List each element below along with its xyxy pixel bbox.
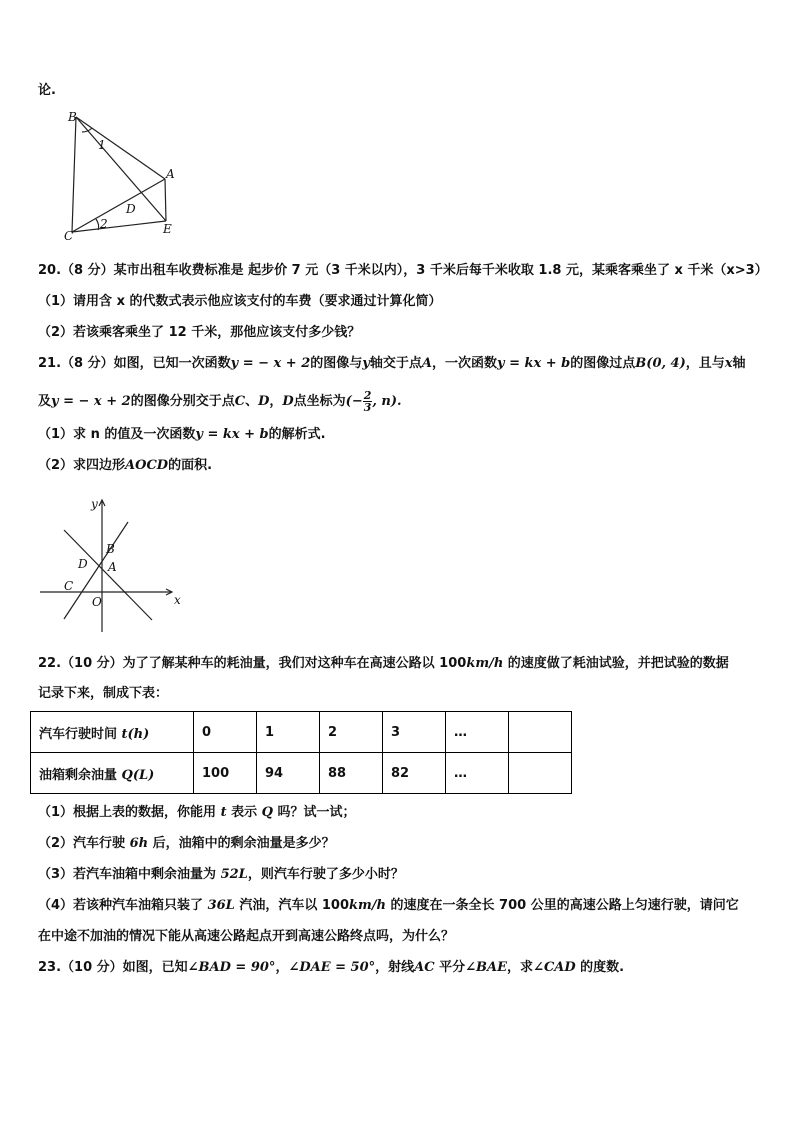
- fig2-label-y: y: [91, 497, 98, 511]
- q23-head: 23.（10 分）如图，已知∠BAD = 90°，∠DAE = 50°，射线AC 平分∠BAE，求∠CAD 的度数.: [38, 960, 625, 975]
- q21-head: 21.（8 分）如图，已知一次函数y = − x + 2的图像与y轴交于点A，一次函数y = kx + b的图像过点B(0, 4)，且与x轴: [38, 356, 746, 371]
- fig1-label-a: A: [166, 167, 175, 181]
- q20-part1: （1）请用含 x 的代数式表示他应该支付的车费（要求通过计算化简）: [38, 294, 442, 309]
- continued-text: 论.: [38, 83, 56, 98]
- fraction-two-thirds: $\frac{2}{3}$: [363, 389, 372, 414]
- table-cell: 1: [257, 712, 320, 753]
- table-cell: [509, 712, 572, 753]
- q22-head: 22.（10 分）为了了解某种车的耗油量，我们对这种车在高速公路以 100km/h 的速度做了耗油试验，并把试验的数据: [38, 656, 729, 671]
- table-cell: …: [446, 753, 509, 794]
- fig2-label-o: O: [92, 595, 102, 609]
- table-row: [31, 712, 572, 753]
- fig2-label-a: A: [108, 560, 117, 574]
- table-cell: [509, 753, 572, 794]
- func-y-kx-plus-b: y = kx + b: [496, 356, 571, 371]
- table-cell: 94: [257, 753, 320, 794]
- q22-part1: （1）根据上表的数据，你能用 t 表示 Q 吗？试一试；: [38, 805, 356, 820]
- q21-part1: （1）求 n 的值及一次函数y = kx + b的解析式.: [38, 427, 326, 442]
- fig1-label-d: D: [126, 202, 136, 216]
- q22-part4-line2: 在中途不加油的情况下能从高速公路起点开到高速公路终点吗，为什么？: [38, 929, 455, 944]
- func-y-neg-x-plus-2: y = − x + 2: [230, 356, 311, 371]
- table-cell: 3: [383, 712, 446, 753]
- table-row: [31, 753, 572, 794]
- table-cell: 0: [194, 712, 257, 753]
- table-header-fuel: 油箱剩余油量 Q(L): [31, 753, 194, 794]
- table-cell: 82: [383, 753, 446, 794]
- fig2-label-b: B: [106, 542, 115, 556]
- table-cell: 2: [320, 712, 383, 753]
- q20-part2: （2）若该乘客乘坐了 12 千米，那他应该支付多少钱？: [38, 325, 361, 340]
- q21-line2: 及y = − x + 2的图像分别交于点C、D，D点坐标为(− $\frac{2}{3}$ , n).: [38, 389, 402, 414]
- q22-part4: （4）若该种汽车油箱只装了 36L 汽油，汽车以 100km/h 的速度在一条全长 700 公里的高速公路上匀速行驶，请问它: [38, 898, 739, 913]
- fig1-label-2: 2: [100, 217, 108, 231]
- fig2-label-x: x: [174, 593, 181, 607]
- fuel-table: [30, 711, 572, 794]
- fig1-label-e: E: [163, 222, 172, 236]
- q22-line2: 记录下来，制成下表：: [38, 686, 169, 701]
- table-cell: 88: [320, 753, 383, 794]
- q21-part2: （2）求四边形AOCD的面积.: [38, 458, 213, 473]
- table-header-time: 汽车行驶时间 t(h): [31, 712, 194, 753]
- table-cell: …: [446, 712, 509, 753]
- fig2-label-c: C: [64, 579, 74, 593]
- q22-part3: （3）若汽车油箱中剩余油量为 52L，则汽车行驶了多少小时？: [38, 867, 404, 882]
- fig1-label-1: 1: [98, 138, 106, 152]
- fig1-label-b: B: [68, 110, 77, 124]
- coordinate-figure: [38, 494, 188, 634]
- triangle-figure: [58, 106, 188, 244]
- q22-part2: （2）汽车行驶 6h 后，油箱中的剩余油量是多少？: [38, 836, 335, 851]
- fig2-label-d: D: [78, 557, 88, 571]
- table-cell: 100: [194, 753, 257, 794]
- fig1-label-c: C: [64, 229, 74, 243]
- q20-head: 20.（8 分）某市出租车收费标准是 起步价 7 元（3 千米以内），3 千米后每千米收取 1.8 元，某乘客乘坐了 x 千米（x>3）: [38, 263, 768, 278]
